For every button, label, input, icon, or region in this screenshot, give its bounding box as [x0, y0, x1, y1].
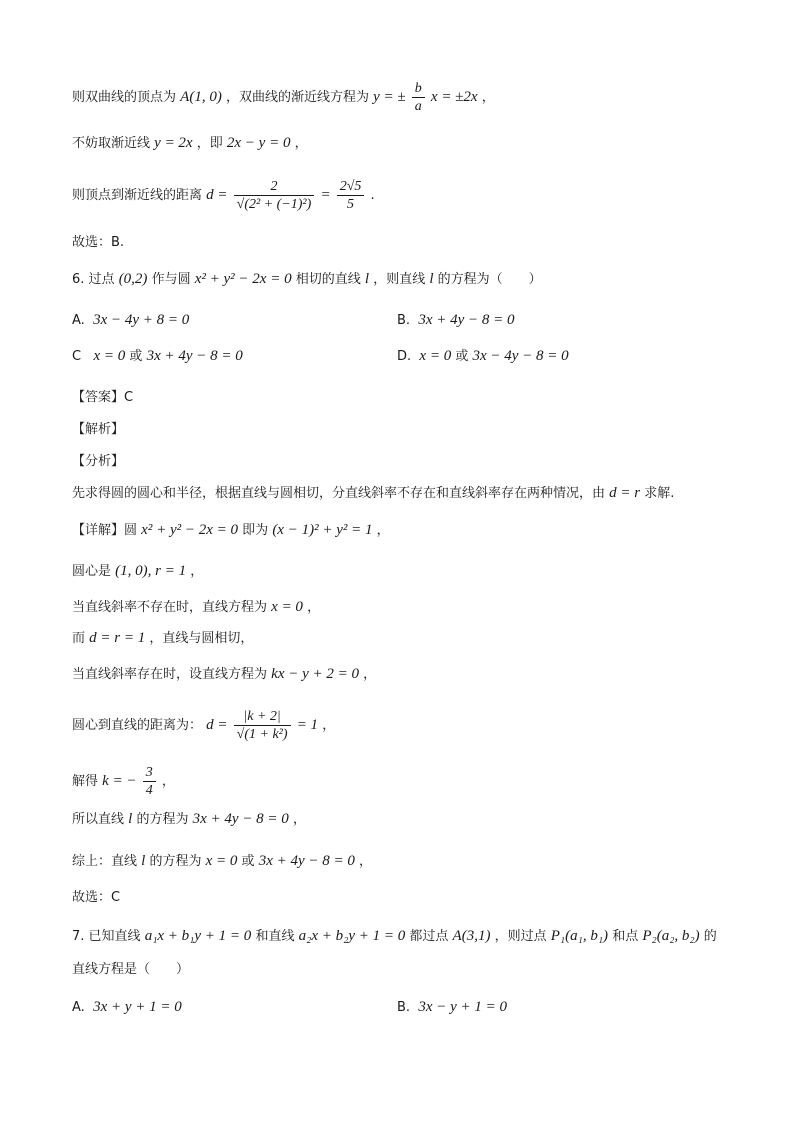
- frac-num: |k + 2|: [234, 708, 291, 726]
- math: (1, 0), r = 1: [115, 563, 187, 579]
- math: (0,2): [118, 271, 148, 287]
- xiangjie-line-7: [72, 764, 175, 799]
- xiangjie-line-4: [72, 628, 253, 649]
- text: 7. 已知直线: [72, 929, 141, 944]
- text: 先求得圆的圆心和半径，根据直线与圆相切，分直线斜率不存在和直线斜率存在两种情况，由: [72, 486, 606, 501]
- fraction-distance: [234, 178, 315, 213]
- option-label: D.: [397, 349, 412, 364]
- xiangjie-line-8: [72, 809, 306, 830]
- option-label: A.: [72, 1000, 85, 1015]
- math: l: [141, 853, 146, 869]
- math: d = r = 1: [89, 630, 146, 646]
- frac-num: 2√5: [337, 178, 365, 196]
- frac-num: 3: [143, 764, 156, 782]
- text: ，: [481, 90, 495, 105]
- option-d: [397, 346, 569, 367]
- option-label: C: [72, 349, 82, 364]
- math: 3x − 4y + 8 = 0: [93, 312, 190, 328]
- math: 2x − y = 0: [226, 135, 291, 151]
- fraction-k: [143, 764, 156, 799]
- question-6: [72, 269, 542, 290]
- text: ，: [307, 600, 321, 615]
- text: 圆心是: [72, 564, 112, 579]
- math: l: [364, 271, 370, 287]
- text: 即为: [242, 523, 269, 538]
- math: x² + y² − 2x = 0: [194, 271, 292, 287]
- fraction-distance-k: [234, 708, 291, 743]
- option-c: [72, 346, 243, 367]
- math: y = 2x: [154, 135, 193, 151]
- math: 3x + y + 1 = 0: [93, 999, 182, 1015]
- text: 或: [241, 854, 255, 869]
- text: 所以直线: [72, 812, 125, 827]
- math: a₂x + b₂y + 1 = 0: [298, 928, 406, 944]
- option-label: A.: [72, 313, 85, 328]
- text: 不妨取渐近线: [72, 136, 151, 151]
- text: 而: [72, 631, 86, 646]
- frac-den: 4: [145, 783, 153, 798]
- text: 作与圆: [151, 272, 191, 287]
- text: 则双曲线的顶点为: [72, 90, 177, 105]
- text: ，: [294, 136, 308, 151]
- xiangjie-line-1: [72, 520, 390, 541]
- answer-value: C: [124, 390, 134, 405]
- frac-den: √(1 + k²): [236, 727, 288, 742]
- q7-option-a: [72, 997, 182, 1018]
- text: ，双曲线的渐近线方程为: [225, 90, 369, 105]
- math: d = r: [609, 485, 641, 501]
- choice-b-line: 故选：B.: [72, 235, 125, 250]
- math: x = 0: [271, 599, 303, 615]
- text: ，: [322, 718, 336, 733]
- text: ，则直线: [373, 272, 426, 287]
- frac-den: 5: [347, 197, 355, 212]
- choice-c-line: 故选：C: [72, 890, 121, 905]
- math: a₁x + b₁y + 1 = 0: [144, 928, 252, 944]
- text: 6. 过点: [72, 272, 115, 287]
- math: x = 0: [419, 348, 452, 364]
- math: A(3,1): [452, 928, 491, 944]
- q7-option-b: [397, 997, 507, 1018]
- math: = 1: [296, 717, 319, 733]
- xiangjie-line-2: [72, 561, 203, 582]
- text: 圆: [124, 523, 138, 538]
- answer-line: [72, 388, 133, 408]
- math: P₂(a₂, b₂): [642, 928, 700, 944]
- math: x = 0: [93, 348, 126, 364]
- analysis-heading: 【解析】: [72, 422, 125, 437]
- text: 圆心到直线的距离为：: [72, 718, 203, 733]
- text: ，: [190, 564, 204, 579]
- math: d =: [206, 187, 228, 203]
- fraction-b-over-a: [412, 80, 425, 115]
- text: 或: [129, 349, 143, 364]
- text: ，: [363, 667, 377, 682]
- question-7: [72, 926, 717, 947]
- math: 3x − 4y − 8 = 0: [472, 348, 569, 364]
- math: x = 0: [205, 853, 238, 869]
- math: =: [320, 187, 331, 203]
- text: 的方程为（ ）: [437, 272, 542, 287]
- math: l: [429, 271, 434, 287]
- solution-line-vertex: [72, 80, 495, 115]
- fenxi-text: [72, 483, 674, 504]
- math: (x − 1)² + y² = 1: [272, 522, 373, 538]
- text: 解得: [72, 774, 99, 789]
- text: .: [370, 188, 375, 203]
- math-asymptote-rhs: x = ±2x: [430, 89, 478, 105]
- math: 3x + 4y − 8 = 0: [418, 312, 515, 328]
- text: ，则过点: [494, 929, 547, 944]
- math: 3x + 4y − 8 = 0: [146, 348, 243, 364]
- text: ，即: [196, 136, 223, 151]
- text: 当直线斜率不存在时，直线方程为: [72, 600, 268, 615]
- math: x² + y² − 2x = 0: [141, 522, 239, 538]
- math: 3x + 4y − 8 = 0: [192, 811, 289, 827]
- solution-line-asymptote: [72, 133, 308, 154]
- xiangjie-line-9: [72, 851, 372, 872]
- math: 3x + 4y − 8 = 0: [258, 853, 355, 869]
- text: 综上：直线: [72, 854, 138, 869]
- math: 3x − y + 1 = 0: [418, 999, 508, 1015]
- math-asymptote-lhs: y = ±: [373, 89, 406, 105]
- text: 当直线斜率存在时，设直线方程为: [72, 667, 268, 682]
- frac-num: 2: [234, 178, 315, 196]
- xiangjie-line-6: [72, 708, 335, 743]
- text: 或: [455, 349, 469, 364]
- fenxi-heading: 【分析】: [72, 454, 125, 469]
- text: 和直线: [255, 929, 295, 944]
- option-a: [72, 310, 189, 331]
- math: k = −: [102, 773, 137, 789]
- text: ，: [292, 812, 306, 827]
- text: ，直线与圆相切，: [149, 631, 254, 646]
- fraction-result: [337, 178, 365, 213]
- option-label: B.: [397, 1000, 411, 1015]
- text: ，: [161, 774, 175, 789]
- text: 和点: [612, 929, 639, 944]
- math-vertex: A(1, 0): [180, 89, 222, 105]
- text: 都过点: [409, 929, 449, 944]
- math: kx − y + 2 = 0: [271, 666, 359, 682]
- frac-num: b: [412, 80, 425, 98]
- xiangjie-line-3: [72, 597, 320, 618]
- frac-den: a: [414, 99, 422, 114]
- text: 的: [703, 929, 717, 944]
- text: 则顶点到渐近线的距离: [72, 188, 203, 203]
- question-7-line-2: 直线方程是（ ）: [72, 962, 190, 977]
- math: l: [128, 811, 133, 827]
- text: ，: [359, 854, 373, 869]
- solution-line-distance: [72, 178, 375, 213]
- xiangjie-line-5: [72, 664, 376, 685]
- text: 的方程为: [136, 812, 189, 827]
- option-b: [397, 310, 515, 331]
- math: d =: [206, 717, 228, 733]
- text: 的方程为: [149, 854, 202, 869]
- xiangjie-tag: 【详解】: [72, 523, 125, 538]
- math: P₁(a₁, b₁): [550, 928, 609, 944]
- option-label: B.: [397, 313, 411, 328]
- frac-den: √(2² + (−1)²): [236, 197, 312, 212]
- text: 求解.: [644, 486, 675, 501]
- answer-tag: 【答案】: [72, 390, 125, 405]
- text: 相切的直线: [295, 272, 361, 287]
- text: ，: [376, 523, 390, 538]
